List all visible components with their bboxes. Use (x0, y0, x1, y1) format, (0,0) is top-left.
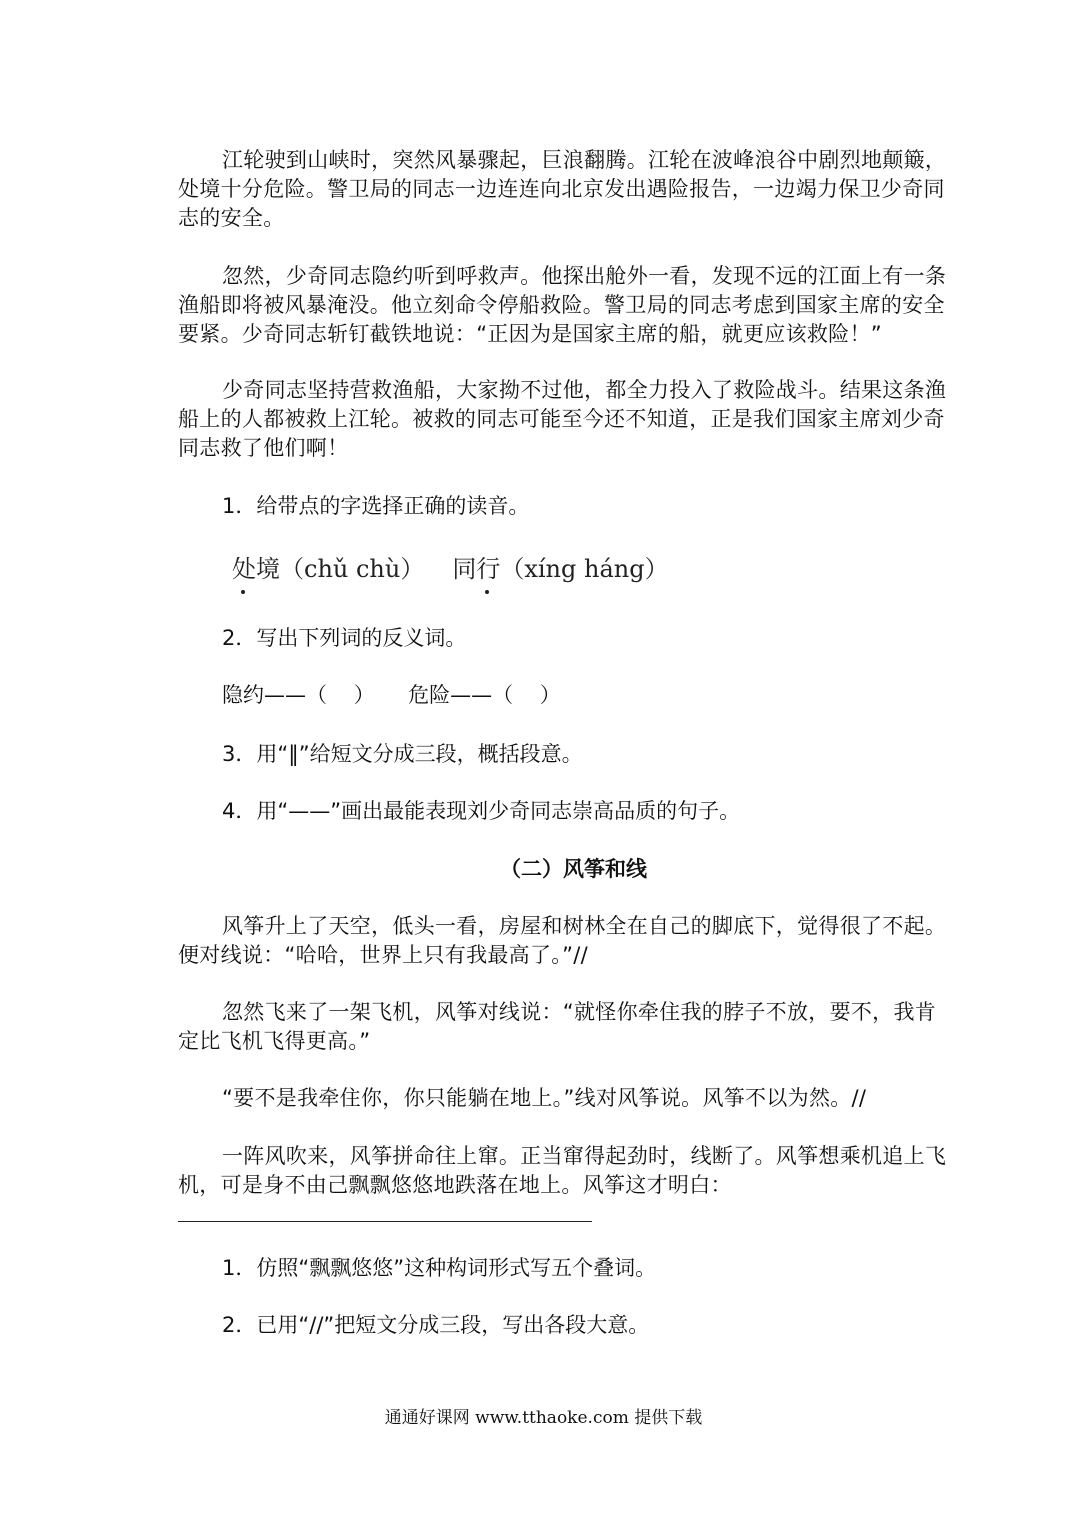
footer-url[interactable]: www.tthaoke.com (475, 1408, 629, 1428)
text-line: 便对线说：“哈哈，世界上只有我最高了。”// (178, 943, 589, 967)
footer-site-name: 通通好课网 (384, 1408, 470, 1428)
text-line: 同志救了他们啊！ (178, 436, 349, 460)
text-line: 渔船即将被风暴淹没。他立刻命令停船救险。警卫局的同志考虑到国家主席的安全 (178, 293, 945, 317)
pinyin-word-1 (232, 552, 256, 586)
question-3: 3．用“‖”给短文分成三段，概括段意。 (222, 742, 583, 766)
plain-char: 同 (452, 555, 477, 583)
story2-paragraph-1 (178, 912, 978, 970)
text-line: 机，可是身不由己飘飘悠悠地跌落在地上。风筝这才明白： (178, 1173, 732, 1197)
story2-paragraph-4 (178, 1142, 978, 1200)
question-2: 2．写出下列词的反义词。 (222, 626, 467, 650)
section-title: （二）风筝和线 (500, 857, 647, 881)
page-footer (0, 1406, 1087, 1430)
pinyin-options-2: （xíng háng） (500, 555, 669, 583)
dotted-char: 处 (232, 555, 256, 583)
text-line: 处境十分危险。警卫局的同志一边连连向北京发出遇险报告，一边竭力保卫少奇同 (178, 177, 945, 201)
pinyin-choices (232, 552, 669, 586)
text-line: 一阵风吹来，风筝拼命往上窜。正当窜得起劲时，线断了。风筝想乘机追上飞 (222, 1144, 947, 1168)
emphasis-dot (241, 590, 245, 594)
story2-paragraph-3 (178, 1084, 978, 1113)
dotted-char: 行 (476, 555, 501, 583)
text-line: 少奇同志坚持营救渔船，大家拗不过他，都全力投入了救险战斗。结果这条渔 (222, 378, 947, 402)
text-line: 志的安全。 (178, 206, 285, 230)
story1-paragraph-2 (178, 262, 978, 349)
question-2-2: 2．已用“//”把短文分成三段，写出各段大意。 (222, 1313, 650, 1337)
question-2-1: 1．仿照“飘飘悠悠”这种构词形式写五个叠词。 (222, 1256, 657, 1280)
story2-paragraph-2 (178, 998, 978, 1056)
story1-paragraph-1 (178, 146, 978, 233)
pinyin-options-1: 境（chǔ chù） (256, 555, 425, 583)
text-line: 江轮驶到山峡时，突然风暴骤起，巨浪翻腾。江轮在波峰浪谷中剧烈地颠簸， (222, 148, 947, 172)
divider-line (178, 1221, 592, 1222)
text-line: 忽然飞来了一架飞机，风筝对线说：“就怪你牵住我的脖子不放，要不，我肯 (222, 1000, 937, 1024)
question-4: 4．用“——”画出最能表现刘少奇同志崇高品质的句子。 (222, 799, 741, 823)
text-line: 忽然，少奇同志隐约听到呼救声。他探出舱外一看，发现不远的江面上有一条 (222, 264, 947, 288)
text-line: 船上的人都被救上江轮。被救的同志可能至今还不知道，正是我们国家主席刘少奇 (178, 407, 945, 431)
text-line: 要紧。少奇同志斩钉截铁地说：“正因为是国家主席的船，就更应该救险！” (178, 322, 882, 346)
emphasis-dot (485, 590, 489, 594)
text-line: 风筝升上了天空，低头一看，房屋和树林全在自己的脚底下，觉得很了不起。 (222, 914, 947, 938)
text-line: “要不是我牵住你，你只能躺在地上。”线对风筝说。风筝不以为然。// (222, 1086, 867, 1110)
antonym-blanks: 隐约——（ ） 危险——（ ） (222, 683, 561, 707)
footer-tail: 提供下载 (634, 1408, 703, 1428)
text-line: 定比飞机飞得更高。” (178, 1029, 371, 1053)
pinyin-word-2 (476, 552, 500, 586)
question-1: 1．给带点的字选择正确的读音。 (222, 494, 530, 518)
story1-paragraph-3 (178, 376, 978, 463)
